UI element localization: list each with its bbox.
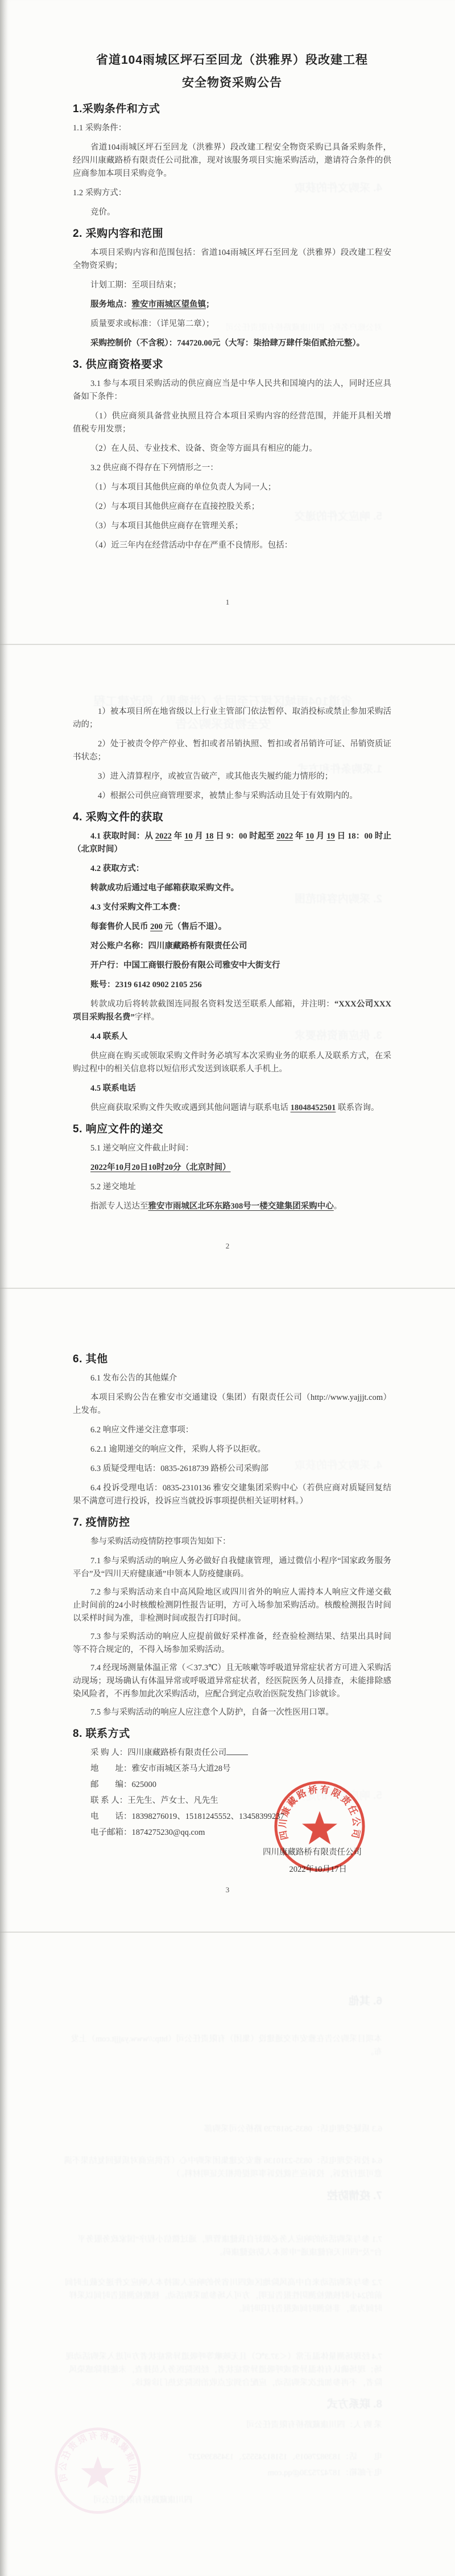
para-6-1-body: 本项目采购公告在雅安市交通建设（集团）有限责任公司（http://www.yajjjt.com）上发布。	[73, 1393, 391, 1415]
para-6-4: 6.4 投诉受理电话：0835-2310136 雅安交建集团采购中心（若供应商对质疑回复结果不满意可进行投诉，投诉应当就投诉事项提供相关证明材料。）	[73, 1484, 391, 1506]
page-number-1: 1	[225, 598, 230, 606]
obtain-start-day: 18	[205, 832, 214, 841]
para-2-period: 计划工期：至项目结束；	[90, 281, 181, 290]
para-5-2-body: 指派专人送达至雅安市雨城区北环东路308号一楼交建集团采购中心。	[90, 1202, 342, 1211]
para-4-3-account-name: 对公账户名称：四川康藏路桥有限责任公司	[90, 942, 247, 951]
para-6-2-1: 6.2.1 逾期递交的响应文件，采购人将予以拒收。	[90, 1445, 266, 1454]
service-location-value: 雅安市雨城区望鱼镇	[131, 300, 206, 309]
section-7-heading: 7. 疫情防控	[73, 1517, 130, 1529]
para-3-2-item-3: （3）与本项目其他供应商存在管理关系；	[90, 521, 243, 531]
para-7-2: 7.2 参与采购活动来自中高风险地区或四川省外的响应人需持本人响应文件递交截止时间前的24小时核酸检测阴性报告证明，方可入场参加采购活动。核酸检测报告时间以采样时间为准，非检测时间或报告打印时间。	[73, 1588, 391, 1623]
para-3-2-item-1: （1）与本项目其他供应商的单位负责人为同一人；	[90, 483, 276, 492]
page-3	[0, 1288, 455, 1932]
obtain-end-month: 10	[305, 832, 315, 841]
para-4-4: 4.4 联系人	[90, 1032, 128, 1041]
submission-deadline: 2022年10月20日10时20分（北京时间）	[90, 1163, 231, 1172]
para-7-4: 7.4 经现场测量体温正常（＜37.3℃）且无咳嗽等呼吸道异常症状者方可进入采购活动现场；现场确认有体温异常或呼吸道异常症状者，经医院医务人员排查，未能排除感染风险者，不再参加此次采购活动，应配合到定点收治医院发热门诊就诊。	[73, 1663, 391, 1699]
para-4-5: 4.5 联系电话	[90, 1084, 136, 1093]
document-fee-amount: 200	[150, 922, 163, 931]
delivery-address: 雅安市雨城区北环东路308号一楼交建集团采购中心	[148, 1202, 334, 1211]
contact-persons: 联 系 人：王先生、芦女士、凡先生	[90, 1796, 218, 1805]
contact-phones: 电 话：18398276019、15181245552、13458399237	[90, 1812, 284, 1821]
contact-address: 地 址：雅安市雨城区茶马大道28号	[90, 1764, 231, 1773]
para-1-2: 1.2 采购方式：	[73, 188, 127, 198]
para-4-5-body: 供应商获取采购文件失败或遇到其他问题请与联系电话 18048452501 联系咨询。	[90, 1103, 379, 1112]
para-3-2-item-4: （4）近三年内在经营活动中存在严重不良情形。包括：	[90, 541, 293, 550]
obtain-start-month: 10	[184, 832, 193, 841]
para-5-2: 5.2 递交地址	[90, 1182, 136, 1192]
page-1	[0, 0, 455, 644]
para-6-3: 6.3 质疑受理电话：0835-2618739 路桥公司采购部	[90, 1464, 268, 1473]
para-7-intro: 参与采购活动疫情防控事项告知如下：	[90, 1537, 231, 1546]
section-5-heading: 5. 响应文件的递交	[73, 1123, 164, 1135]
para-1-2-body: 竞价。	[90, 208, 115, 217]
para-3-2-sub-4: 4）根据公司供应商管理要求，被禁止参与采购活动且处于有效期内的。	[98, 791, 358, 800]
section-8-heading: 8. 联系方式	[73, 1728, 130, 1740]
para-4-3-bank: 开户行：中国工商银行股份有限公司雅安中大街支行	[90, 961, 280, 970]
para-2-intro: 本项目采购内容和范围包括：省道104雨城区坪石至回龙（洪雅界）段改建工程安全物资采购；	[73, 248, 391, 270]
obtain-end-year: 2022	[276, 832, 293, 841]
para-3-1-item-2: （2）在人员、专业技术、设备、资金等方面具有相应的能力。	[90, 444, 317, 453]
section-4-heading: 4. 采购文件的获取	[73, 811, 164, 823]
para-4-1-time: 4.1 获取时间：从 2022 年 10 月 18 日 9：00 时起至 2022 年 10 月 19 日 18：00 时止（北京时间）	[73, 832, 392, 854]
para-7-5: 7.5 参与采购活动的响应人应注意个人防护，自备一次性医用口罩。	[90, 1708, 334, 1717]
remittance-note-text: “XXX公司XXX项目采购报名费”	[73, 1000, 391, 1022]
para-2-control-price: 采购控制价（不含税）：744720.00元（大写：柒拾肆万肆仟柒佰贰拾元整）。	[90, 339, 365, 348]
bleed-through-ghost-page-4: 6. 其他 本项目采购公告在雅安市交通建设（集团）有限责任公司（http://www.yajjjt.com）上发布。 6.3 质疑受理电话：0835-2618739 路桥公司采购部 6.4 投诉受理电话：0835-2310136 雅安交建集团采购中心（若供应商对质疑回复结果不满意可进行投诉，投诉应当就投诉事项提供相关证明材料。） 7. 疫情防控 7.1 参与采购活动的响应人务必做好自我健康管理，通过微信小程序“国家政务服务平台”及“四川天府健康通”申领本人防疫健康码。 7.2 参与采购活动来自中高风险地区或四川省外的响应人需持本人响应文件递交截止时间前的24小时核酸检测阴性报告证明，方可入场参加采购活动。核酸检测报告时间以采样时间为准，非检测时间或报告打印时间。 7.4 经现场测量体温正常（＜37.3℃）且无咳嗽等呼吸道异常症状者方可进入采购活动现场；现场确认有体温异常或呼吸道异常症状者，经医院医务人员排查，未能排除感染风险者，不再参加此次采购活动，应配合到定点收治医院发热门诊就诊。 8. 联系方式 采 购 人：四川康藏路桥有限责任公司 电 话：18398276019、15181245552、13458399237 电子邮箱：1874275230@qq.com 四川康藏路桥有限责任公司	[64, 1995, 382, 2505]
ghost-star-icon	[81, 2456, 115, 2488]
para-4-2: 4.2 获取方式：	[90, 864, 144, 873]
obtain-end-day: 19	[326, 832, 335, 841]
para-4-3: 4.3 支付采购文件工本费：	[90, 903, 185, 912]
page-2	[0, 644, 455, 1288]
para-3-2-sub-3: 3）进入清算程序，或被宣告破产，或其他丧失履约能力情形的；	[98, 772, 333, 781]
page-number-3: 3	[225, 1885, 230, 1894]
para-2-location: 服务地点：雅安市雨城区望鱼镇；	[90, 300, 214, 309]
signature-company: 四川康藏路桥有限责任公司	[263, 1848, 362, 1857]
signature-date: 2022年10月17日	[289, 1865, 347, 1874]
official-red-seal	[272, 1778, 367, 1874]
para-3-1: 3.1 参与本项目采购活动的供应商应当是中华人民共和国境内的法人，同时还应具备如下条件：	[73, 379, 391, 401]
contact-email: 电子邮箱：1874275230@qq.com	[90, 1828, 205, 1837]
para-6-2: 6.2 响应文件递交注意事项：	[90, 1425, 194, 1435]
ghost-seal-company-text: 四川康藏路桥有限责任公司	[57, 2431, 138, 2485]
para-4-2-body: 转款成功后通过电子邮箱获取采购文件。	[90, 884, 239, 893]
contact-zip: 邮 编：625000	[90, 1780, 156, 1789]
contact-phone-number: 18048452501	[290, 1103, 336, 1112]
star-icon	[302, 1811, 337, 1844]
para-3-2-sub-2: 2）处于被责令停产停业、暂扣或者吊销执照、暂扣或者吊销许可证、吊销资质证书状态；	[73, 739, 391, 762]
para-3-1-item-1: （1）供应商须具备营业执照且符合本项目采购内容的经营范围，并能开具相关增值税专用发票；	[73, 412, 391, 434]
para-4-4-body: 供应商在购买或领取采购文件时务必填写本次采购业务的联系人及联系方式，在采购过程中的相关信息将以短信形式发送到该联系人手机上。	[73, 1051, 391, 1074]
para-1-1-body: 省道104雨城区坪石至回龙（洪雅界）段改建工程安全物资采购已具备采购条件，经四川康藏路桥有限责任公司批准，现对该服务项目实施采购活动，邀请符合条件的供应商参加本项目采购竞争。	[73, 143, 391, 178]
obtain-start-year: 2022	[155, 832, 172, 841]
para-6-1: 6.1 发布公告的其他媒介	[90, 1374, 177, 1383]
bank-account-number: 2319 6142 0902 2105 256	[115, 980, 202, 989]
page-4	[0, 1932, 455, 2576]
para-5-1: 5.1 递交响应文件截止时间：	[90, 1144, 194, 1153]
bleed-through-ghost-page-1: 4. 采购文件的获取 对公账户名称：四川康藏路桥有限责任公司 5. 响应文件的递交	[225, 182, 382, 523]
seal-company-text: 四川康藏路桥有限责任公司	[278, 1784, 362, 1841]
section-1-heading: 1.采购条件和方式	[73, 103, 160, 115]
para-2-quality: 质量要求或标准：（详见第二章）；	[90, 319, 214, 328]
bleed-through-ghost-page-2: 省道104雨城区坪石至回龙（洪雅界）段改建工程 安全物资采购公告 1.采购条件和方式 2. 采购内容和范围 3. 供应商资格要求	[93, 695, 382, 1042]
doc-title-line2: 安全物资采购公告	[182, 76, 282, 89]
para-3-2-sub-1: 1）被本项目所在地省级以上行业主管部门依法暂停、取消投标或禁止参加采购活动的；	[73, 707, 391, 729]
page-number-2: 2	[225, 1242, 230, 1250]
para-4-3-fee: 每套售价人民币 200 元（售后不退）。	[90, 922, 227, 931]
para-7-1: 7.1 参与采购活动的响应人务必做好自我健康管理，通过微信小程序“国家政务服务平台”及“四川天府健康通”申领本人防疫健康码。	[73, 1556, 391, 1579]
para-5-1-deadline	[73, 1161, 391, 1174]
para-4-3-note: 转款成功后将转款截图连同报名资料发送至联系人邮箱，并注明：“XXX公司XXX项目采购报名费”字样。	[73, 1000, 391, 1022]
para-3-2-item-2: （2）与本项目其他供应商存在直接控股关系；	[90, 502, 260, 511]
para-4-3-account-number: 账号：2319 6142 0902 2105 256	[90, 980, 202, 989]
para-1-1: 1.1 采购条件：	[73, 124, 127, 133]
ghost-seal	[52, 2425, 143, 2516]
doc-title-line1: 省道104雨城区坪石至回龙（洪雅界）段改建工程	[96, 54, 369, 67]
section-6-heading: 6. 其他	[73, 1353, 108, 1365]
section-2-heading: 2. 采购内容和范围	[73, 228, 164, 240]
para-7-3: 7.3 参与采购活动的响应人应提前做好采样准备，经查验检测结果、结果出具时间等不符合规定的，不得入场参加采购活动。	[73, 1632, 391, 1654]
section-3-heading: 3. 供应商资格要求	[73, 359, 164, 371]
contact-buyer: 采 购 人：四川康藏路桥有限责任公司	[73, 1747, 391, 1760]
para-3-2: 3.2 供应商不得存在下列情形之一：	[90, 463, 218, 473]
